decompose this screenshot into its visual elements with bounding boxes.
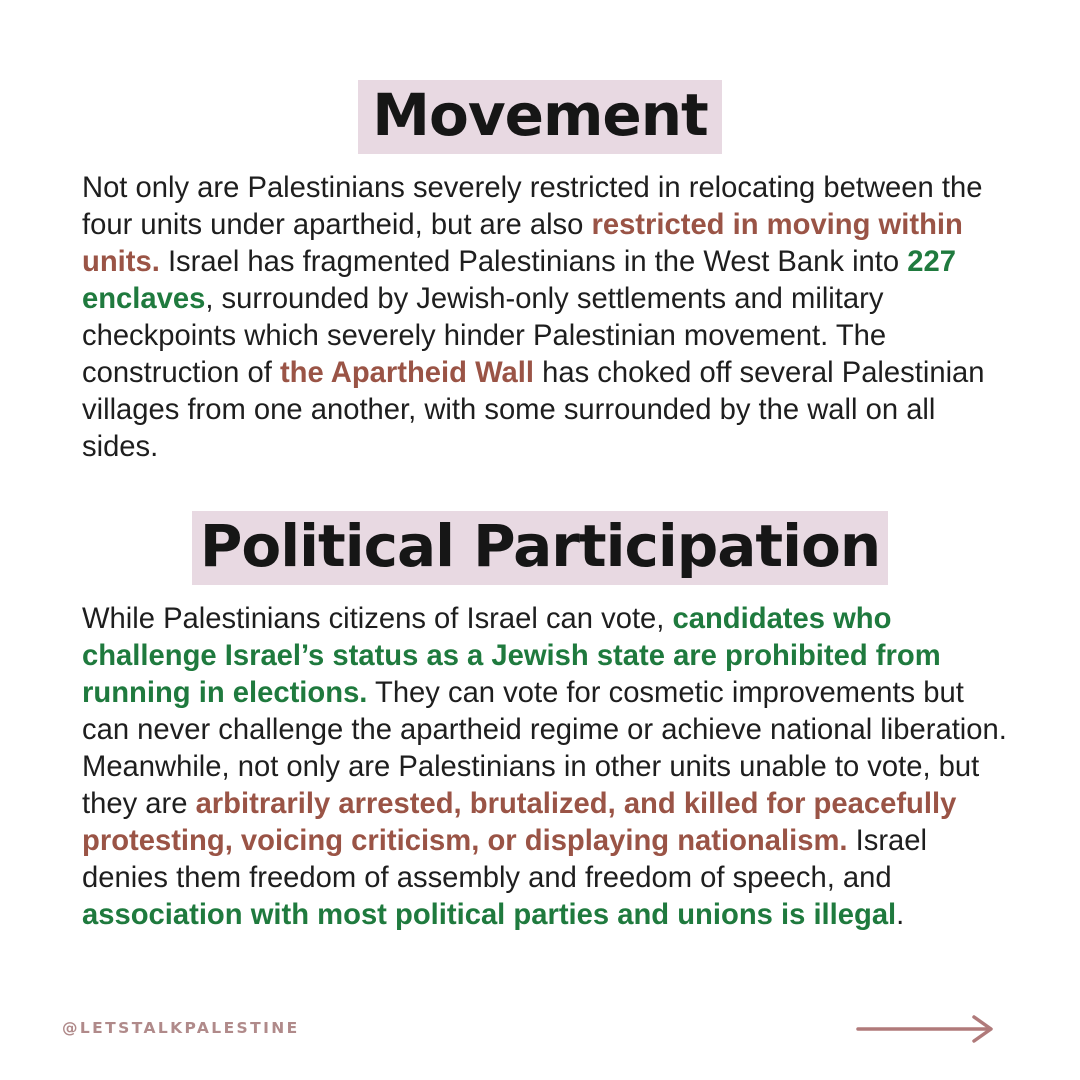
political-text: They can vote for cosmetic improvements but can never challenge the apartheid regime or achieve national liberation. Meanwhile, not only are Palestinians in other units unable to vote, but they are	[82, 677, 1007, 820]
movement-heading: Movement	[358, 80, 722, 154]
movement-highlight-wall: the Apartheid Wall	[279, 357, 534, 389]
political-highlight-arrests: arbitrarily arrested, brutalized, and killed for peacefully protesting, voicing criticism, or displaying nationalism.	[82, 788, 957, 857]
movement-text: Israel has fragmented Palestinians in the West Bank into	[159, 246, 908, 278]
movement-paragraph	[82, 170, 1012, 466]
political-highlight-candidates: candidates who challenge Israel’s status as a Jewish state are prohibited from running in elections.	[82, 603, 941, 709]
political-highlight-association: association with most political parties and unions is illegal	[82, 899, 897, 931]
movement-text: , surrounded by Jewish-only settlements and military checkpoints which severely hinder Palestinian movement. The construction of	[82, 283, 887, 389]
political-text: While Palestinians citizens of Israel can vote,	[82, 603, 673, 635]
political-text: .	[896, 899, 905, 931]
political-heading-wrap	[0, 511, 1080, 585]
political-text: Israel denies them freedom of assembly and freedom of speech, and	[82, 825, 927, 894]
account-handle: @LETSTALKPALESTINE	[62, 1019, 300, 1037]
movement-highlight-restricted: restricted in moving within units.	[82, 209, 963, 278]
right-arrow-icon[interactable]	[856, 1013, 996, 1045]
political-paragraph	[82, 601, 1012, 934]
movement-text: Not only are Palestinians severely restricted in relocating between the four units under apartheid, but are also	[82, 172, 983, 241]
movement-heading-wrap	[0, 80, 1080, 154]
movement-highlight-enclaves: 227 enclaves	[82, 246, 956, 315]
movement-text: has choked off several Palestinian villages from one another, with some surrounded by the wall on all sides.	[82, 357, 985, 463]
political-participation-heading: Political Participation	[192, 511, 888, 585]
